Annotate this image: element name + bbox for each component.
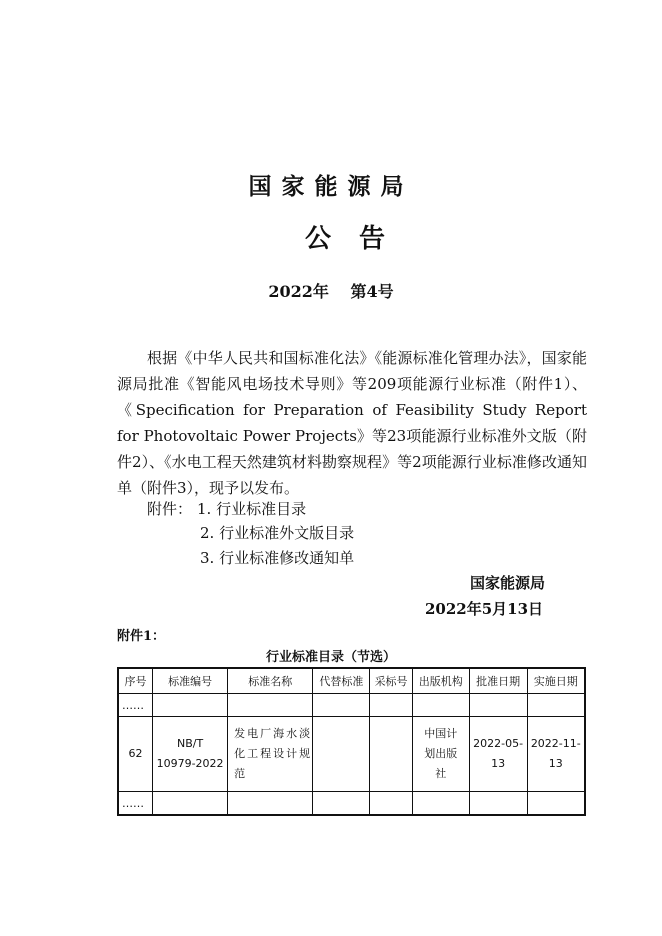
table-row-ellipsis	[118, 694, 585, 717]
adopted-cell	[370, 717, 413, 792]
code-line: 10979-2022	[156, 757, 224, 770]
effective-cell: 2022-11-13	[527, 717, 585, 792]
column-header: 批准日期	[469, 668, 527, 694]
signature-date: 2022年5月13日	[425, 600, 544, 618]
column-header: 采标号	[370, 668, 413, 694]
standards-table	[117, 667, 586, 816]
seq-cell: 62	[118, 717, 153, 792]
column-header: 标准编号	[153, 668, 228, 694]
column-header: 出版机构	[412, 668, 469, 694]
replaces-cell	[313, 717, 370, 792]
code-cell	[153, 717, 228, 792]
attachment-item: 3. 行业标准修改通知单	[200, 549, 355, 567]
attachment-item: 2. 行业标准外文版目录	[200, 524, 355, 542]
table-header-row	[118, 668, 585, 694]
doc-number: 第4号	[350, 282, 394, 301]
name-cell: 发电厂海水淡化工程设计规范	[228, 717, 313, 792]
announcement-body	[117, 345, 587, 501]
attachments-label: 附件：	[147, 500, 193, 518]
table-title: 行业标准目录（节选）	[265, 650, 396, 665]
doc-type-title: 公告	[304, 224, 413, 254]
table-row	[118, 717, 585, 792]
ellipsis-cell: ……	[118, 694, 153, 717]
column-header: 实施日期	[527, 668, 585, 694]
annex-label: 附件1：	[117, 629, 166, 644]
column-header: 标准名称	[228, 668, 313, 694]
table-row-ellipsis	[118, 792, 585, 816]
agency-title: 国家能源局	[248, 174, 414, 200]
column-header: 代替标准	[313, 668, 370, 694]
document-number	[0, 279, 662, 302]
code-line: NB/T	[176, 737, 204, 750]
column-header: 序号	[118, 668, 153, 694]
doc-year: 2022年	[268, 282, 329, 301]
approved-cell: 2022-05-13	[469, 717, 527, 792]
publisher-cell: 中国计划出版社	[412, 717, 469, 792]
announcement-paragraph: 根据《中华人民共和国标准化法》《能源标准化管理办法》，国家能源局批准《智能风电场技术导则》等209项能源行业标准（附件1）、《Specification for Preparation of Feasibility Study Report for Photovoltaic Power Projects》等23项能源行业标准外文版（附件2）、《水电工程天然建筑材料勘察规程》等2项能源行业标准修改通知单（附件3），现予以发布。	[117, 349, 587, 497]
signature-org: 国家能源局	[470, 574, 546, 592]
ellipsis-cell: ……	[118, 792, 153, 816]
attachment-item: 1. 行业标准目录	[197, 500, 307, 518]
